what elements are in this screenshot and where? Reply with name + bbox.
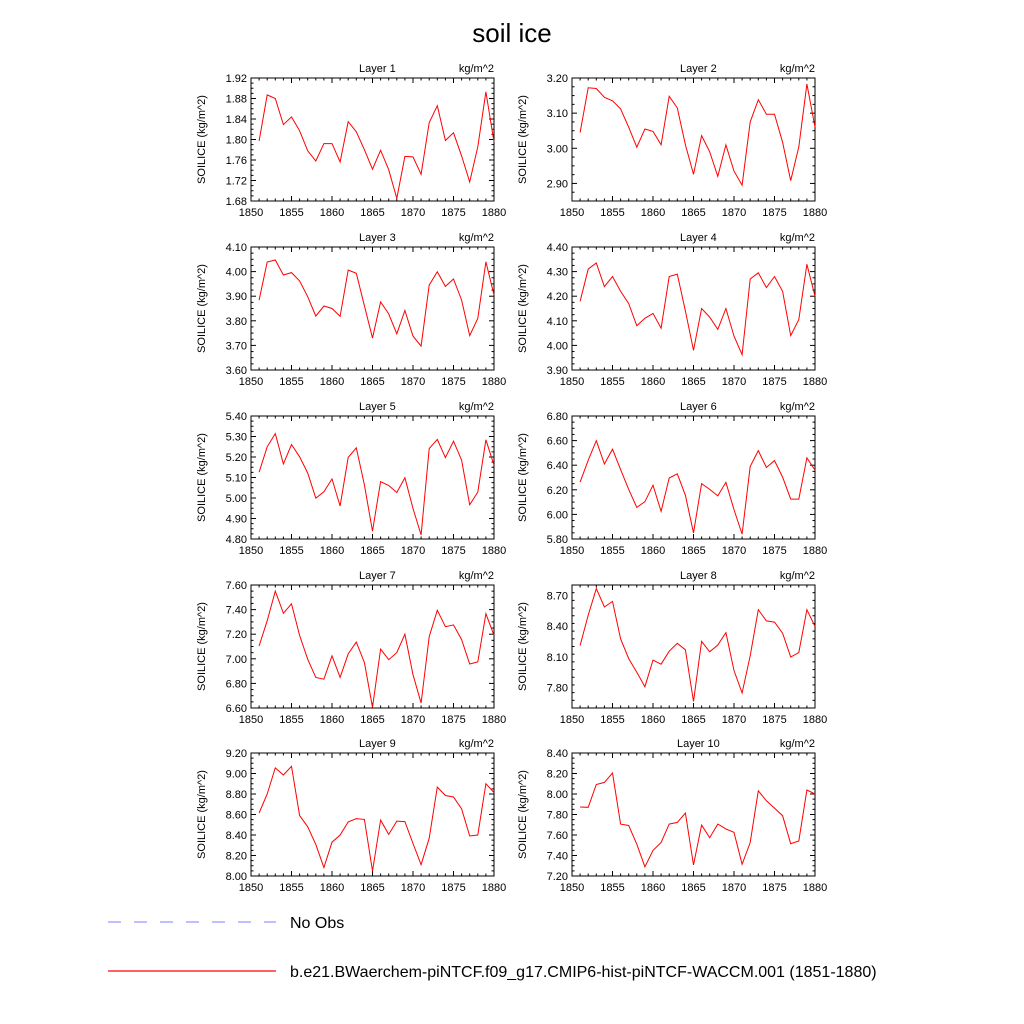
y-tick-label: 7.80 bbox=[546, 809, 568, 822]
y-tick-label: 7.60 bbox=[225, 580, 247, 592]
x-tick-label: 1850 bbox=[559, 376, 585, 388]
figure-title: soil ice bbox=[472, 18, 552, 48]
x-tick-label: 1880 bbox=[802, 714, 828, 726]
x-tick-label: 1880 bbox=[802, 882, 828, 894]
y-tick-label: 4.00 bbox=[225, 266, 247, 279]
panel-title: Layer 4 bbox=[680, 232, 717, 244]
plot-frame bbox=[251, 585, 494, 708]
panel-units: kg/m^2 bbox=[458, 63, 494, 75]
y-tick-label: 7.40 bbox=[225, 604, 247, 617]
x-tick-label: 1855 bbox=[600, 376, 625, 388]
series-line bbox=[259, 260, 494, 346]
series-line bbox=[259, 434, 494, 535]
y-tick-label: 6.00 bbox=[546, 509, 568, 522]
y-tick-label: 3.60 bbox=[225, 365, 247, 377]
panel-layer-1 bbox=[196, 63, 506, 219]
y-tick-label: 3.90 bbox=[546, 365, 568, 377]
panel-units: kg/m^2 bbox=[458, 570, 494, 582]
y-tick-label: 8.20 bbox=[225, 850, 247, 863]
x-tick-label: 1875 bbox=[441, 545, 466, 557]
x-tick-label: 1865 bbox=[360, 376, 385, 388]
y-tick-label: 7.20 bbox=[225, 629, 247, 642]
y-tick-label: 6.60 bbox=[225, 703, 247, 715]
y-tick-label: 8.80 bbox=[225, 789, 247, 801]
x-tick-label: 1875 bbox=[762, 882, 787, 894]
y-tick-label: 5.30 bbox=[225, 431, 247, 444]
y-tick-label: 9.00 bbox=[225, 768, 247, 781]
x-tick-label: 1855 bbox=[279, 376, 304, 388]
y-tick-label: 1.72 bbox=[225, 175, 247, 188]
y-axis-label: SOILICE (kg/m^2) bbox=[517, 264, 529, 353]
panel-layer-5 bbox=[196, 401, 506, 557]
x-tick-label: 1860 bbox=[319, 207, 345, 219]
x-tick-label: 1860 bbox=[640, 882, 666, 894]
plot-frame bbox=[251, 247, 494, 370]
x-tick-label: 1850 bbox=[238, 207, 264, 219]
y-tick-label: 8.00 bbox=[546, 789, 568, 801]
x-tick-label: 1875 bbox=[762, 714, 787, 726]
x-tick-label: 1875 bbox=[762, 207, 787, 219]
x-tick-label: 1875 bbox=[762, 545, 787, 557]
x-tick-label: 1860 bbox=[640, 545, 666, 557]
x-tick-label: 1880 bbox=[802, 207, 828, 219]
y-tick-label: 6.80 bbox=[546, 411, 568, 423]
x-tick-label: 1870 bbox=[721, 376, 747, 388]
x-tick-label: 1875 bbox=[762, 376, 787, 388]
x-tick-label: 1870 bbox=[721, 882, 747, 894]
y-tick-label: 6.60 bbox=[546, 435, 568, 448]
y-axis-label: SOILICE (kg/m^2) bbox=[517, 602, 529, 691]
y-tick-label: 8.40 bbox=[546, 748, 568, 760]
panel-units: kg/m^2 bbox=[458, 401, 494, 413]
x-tick-label: 1870 bbox=[721, 714, 747, 726]
panel-layer-7 bbox=[196, 570, 506, 726]
x-tick-label: 1880 bbox=[802, 545, 828, 557]
panel-units: kg/m^2 bbox=[458, 232, 494, 244]
y-tick-label: 6.40 bbox=[546, 460, 568, 473]
x-tick-label: 1870 bbox=[400, 376, 426, 388]
panel-title: Layer 8 bbox=[680, 570, 717, 582]
y-axis-label: SOILICE (kg/m^2) bbox=[517, 433, 529, 522]
x-tick-label: 1865 bbox=[681, 376, 706, 388]
y-tick-label: 4.90 bbox=[225, 513, 247, 526]
y-tick-label: 5.10 bbox=[225, 472, 247, 485]
y-axis-label: SOILICE (kg/m^2) bbox=[196, 433, 208, 522]
x-tick-label: 1855 bbox=[600, 207, 625, 219]
x-tick-label: 1865 bbox=[681, 207, 706, 219]
x-tick-label: 1875 bbox=[441, 714, 466, 726]
legend-label-no-obs: No Obs bbox=[290, 915, 345, 932]
y-tick-label: 7.40 bbox=[546, 850, 568, 863]
x-tick-label: 1850 bbox=[238, 545, 264, 557]
y-tick-label: 4.20 bbox=[546, 291, 568, 304]
x-tick-label: 1865 bbox=[681, 545, 706, 557]
plot-frame bbox=[251, 416, 494, 539]
panel-title: Layer 2 bbox=[680, 63, 717, 75]
y-tick-label: 5.20 bbox=[225, 452, 247, 464]
panel-title: Layer 10 bbox=[676, 738, 720, 750]
panel-units: kg/m^2 bbox=[779, 232, 815, 244]
y-axis-label: SOILICE (kg/m^2) bbox=[517, 770, 529, 859]
y-tick-label: 5.40 bbox=[225, 411, 247, 423]
panel-title: Layer 9 bbox=[359, 738, 396, 750]
x-tick-label: 1880 bbox=[481, 545, 507, 557]
x-tick-label: 1850 bbox=[238, 882, 264, 894]
y-tick-label: 6.20 bbox=[546, 484, 568, 497]
x-tick-label: 1860 bbox=[640, 714, 666, 726]
plot-frame bbox=[572, 247, 815, 370]
x-tick-label: 1850 bbox=[559, 714, 585, 726]
y-axis-label: SOILICE (kg/m^2) bbox=[196, 264, 208, 353]
y-axis-label: SOILICE (kg/m^2) bbox=[196, 95, 208, 184]
legend-label-model: b.e21.BWaerchem-piNTCF.f09_g17.CMIP6-hist-piNTCF-WACCM.001 (1851-1880) bbox=[290, 964, 877, 981]
plot-frame bbox=[572, 78, 815, 201]
x-tick-label: 1850 bbox=[559, 207, 585, 219]
panel-title: Layer 6 bbox=[680, 401, 717, 413]
panel-layer-9 bbox=[196, 738, 506, 894]
plot-frame bbox=[572, 416, 815, 539]
panel-units: kg/m^2 bbox=[458, 738, 494, 750]
x-tick-label: 1865 bbox=[360, 545, 385, 557]
x-tick-label: 1850 bbox=[238, 714, 264, 726]
y-tick-label: 2.90 bbox=[546, 178, 568, 191]
series-line bbox=[580, 263, 815, 355]
series-line bbox=[259, 591, 494, 707]
plot-frame bbox=[572, 585, 815, 708]
y-tick-label: 8.00 bbox=[225, 871, 247, 883]
panel-layer-8 bbox=[517, 570, 827, 726]
series-line bbox=[259, 92, 494, 199]
y-tick-label: 3.80 bbox=[225, 315, 247, 328]
x-tick-label: 1855 bbox=[600, 714, 625, 726]
x-tick-label: 1860 bbox=[319, 376, 345, 388]
y-tick-label: 8.40 bbox=[546, 621, 568, 633]
panel-title: Layer 7 bbox=[359, 570, 396, 582]
panel-units: kg/m^2 bbox=[779, 401, 815, 413]
x-tick-label: 1860 bbox=[319, 714, 345, 726]
panel-units: kg/m^2 bbox=[779, 63, 815, 75]
x-tick-label: 1850 bbox=[559, 882, 585, 894]
y-axis-label: SOILICE (kg/m^2) bbox=[196, 770, 208, 859]
x-tick-label: 1855 bbox=[279, 545, 304, 557]
x-tick-label: 1855 bbox=[600, 882, 625, 894]
y-tick-label: 1.84 bbox=[225, 114, 247, 126]
x-tick-label: 1870 bbox=[721, 545, 747, 557]
y-tick-label: 1.76 bbox=[225, 155, 247, 167]
x-tick-label: 1860 bbox=[319, 545, 345, 557]
x-tick-label: 1850 bbox=[238, 376, 264, 388]
x-tick-label: 1855 bbox=[279, 882, 304, 894]
y-tick-label: 7.00 bbox=[225, 653, 247, 666]
plot-frame bbox=[251, 78, 494, 201]
panels-grid bbox=[196, 63, 827, 894]
y-tick-label: 5.00 bbox=[225, 493, 247, 505]
panel-title: Layer 3 bbox=[359, 232, 396, 244]
x-tick-label: 1865 bbox=[360, 714, 385, 726]
y-tick-label: 4.30 bbox=[546, 266, 568, 279]
panel-title: Layer 5 bbox=[359, 401, 396, 413]
panel-layer-6 bbox=[517, 401, 827, 557]
x-tick-label: 1865 bbox=[681, 714, 706, 726]
panel-units: kg/m^2 bbox=[779, 738, 815, 750]
x-tick-label: 1865 bbox=[360, 207, 385, 219]
series-line bbox=[259, 766, 494, 871]
x-tick-label: 1870 bbox=[721, 207, 747, 219]
y-tick-label: 7.60 bbox=[546, 830, 568, 842]
x-tick-label: 1855 bbox=[279, 714, 304, 726]
x-tick-label: 1875 bbox=[441, 882, 466, 894]
x-tick-label: 1860 bbox=[319, 882, 345, 894]
series-line bbox=[580, 589, 815, 702]
y-tick-label: 4.10 bbox=[546, 315, 568, 328]
x-tick-label: 1880 bbox=[481, 882, 507, 894]
series-line bbox=[580, 441, 815, 534]
panel-layer-2 bbox=[517, 63, 827, 219]
y-tick-label: 7.20 bbox=[546, 871, 568, 883]
y-tick-label: 9.20 bbox=[225, 748, 247, 760]
x-tick-label: 1850 bbox=[559, 545, 585, 557]
y-tick-label: 3.10 bbox=[546, 108, 568, 121]
y-tick-label: 1.68 bbox=[225, 196, 247, 208]
y-tick-label: 5.80 bbox=[546, 534, 568, 546]
series-line bbox=[580, 84, 815, 185]
y-tick-label: 3.20 bbox=[546, 73, 568, 85]
y-tick-label: 6.80 bbox=[225, 678, 247, 691]
panel-layer-3 bbox=[196, 232, 506, 388]
y-tick-label: 4.00 bbox=[546, 340, 568, 353]
y-tick-label: 3.70 bbox=[225, 340, 247, 353]
y-tick-label: 8.60 bbox=[225, 809, 247, 822]
y-axis-label: SOILICE (kg/m^2) bbox=[196, 602, 208, 691]
panel-layer-10 bbox=[517, 738, 827, 894]
x-tick-label: 1880 bbox=[481, 376, 507, 388]
x-tick-label: 1860 bbox=[640, 207, 666, 219]
y-tick-label: 4.10 bbox=[225, 242, 247, 254]
x-tick-label: 1865 bbox=[681, 882, 706, 894]
panel-units: kg/m^2 bbox=[779, 570, 815, 582]
legend bbox=[108, 915, 877, 981]
series-line bbox=[580, 773, 815, 867]
panel-title: Layer 1 bbox=[359, 63, 396, 75]
plot-frame bbox=[572, 753, 815, 876]
panel-layer-4 bbox=[517, 232, 827, 388]
y-tick-label: 3.00 bbox=[546, 143, 568, 156]
y-tick-label: 8.10 bbox=[546, 651, 568, 664]
y-tick-label: 8.40 bbox=[225, 830, 247, 842]
x-tick-label: 1870 bbox=[400, 882, 426, 894]
y-tick-label: 4.40 bbox=[546, 242, 568, 254]
x-tick-label: 1875 bbox=[441, 376, 466, 388]
x-tick-label: 1875 bbox=[441, 207, 466, 219]
x-tick-label: 1855 bbox=[600, 545, 625, 557]
x-tick-label: 1880 bbox=[481, 207, 507, 219]
y-tick-label: 8.20 bbox=[546, 768, 568, 781]
x-tick-label: 1870 bbox=[400, 545, 426, 557]
y-tick-label: 1.80 bbox=[225, 134, 247, 147]
y-tick-label: 3.90 bbox=[225, 291, 247, 304]
x-tick-label: 1865 bbox=[360, 882, 385, 894]
y-tick-label: 1.88 bbox=[225, 93, 247, 106]
x-tick-label: 1855 bbox=[279, 207, 304, 219]
y-tick-label: 7.80 bbox=[546, 682, 568, 695]
x-tick-label: 1880 bbox=[481, 714, 507, 726]
x-tick-label: 1860 bbox=[640, 376, 666, 388]
y-tick-label: 1.92 bbox=[225, 73, 247, 85]
y-tick-label: 4.80 bbox=[225, 534, 247, 546]
y-tick-label: 8.70 bbox=[546, 590, 568, 603]
x-tick-label: 1870 bbox=[400, 207, 426, 219]
x-tick-label: 1880 bbox=[802, 376, 828, 388]
y-axis-label: SOILICE (kg/m^2) bbox=[517, 95, 529, 184]
plot-frame bbox=[251, 753, 494, 876]
x-tick-label: 1870 bbox=[400, 714, 426, 726]
